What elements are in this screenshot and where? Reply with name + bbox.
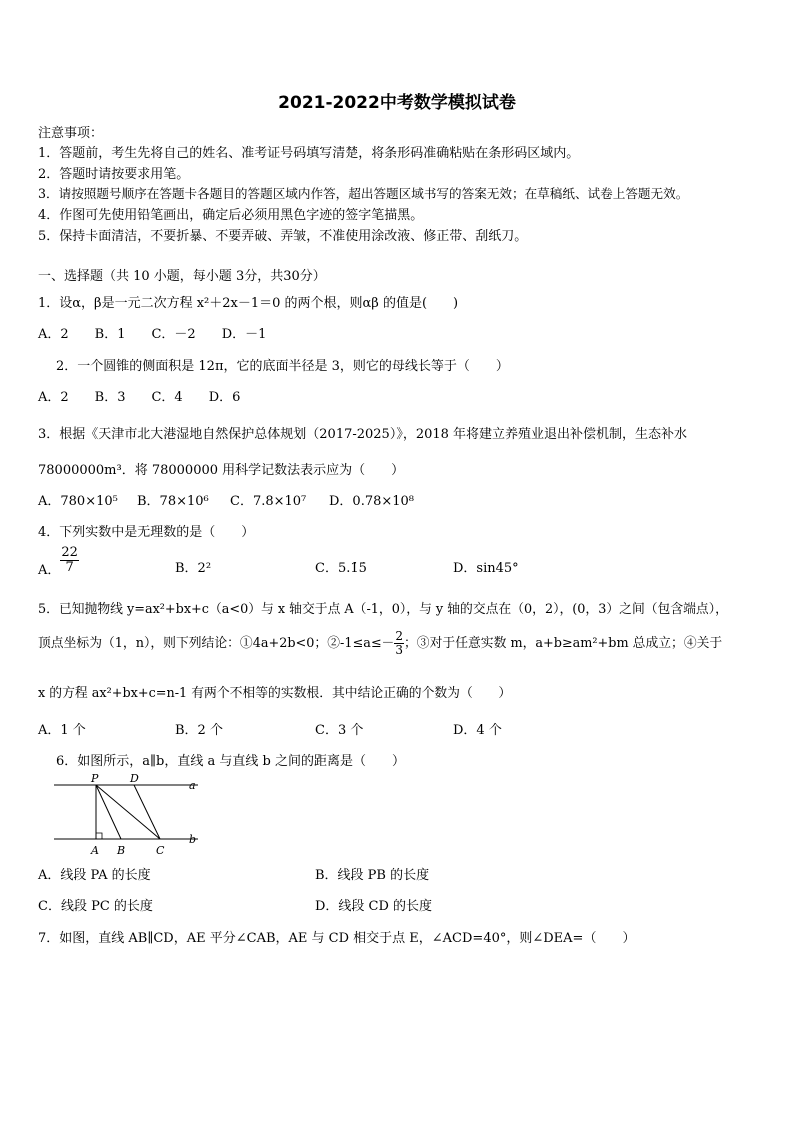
q5-option-a: A．1 个 (38, 723, 86, 738)
q5-fraction-num: 2 (395, 629, 403, 643)
q2-stem: 2．一个圆锥的侧面积是 12π，它的底面半径是 3，则它的母线长等于（ ） (56, 359, 509, 374)
q1-options: A．2 B．1 C．－2 D．－1 (38, 327, 267, 342)
q4-option-a-prefix: A． (38, 563, 61, 579)
q5-line1: 5．已知抛物线 y=ax²+bx+c（a<0）与 x 轴交于点 A（-1，0），与 y 轴的交点在（0，2），(0，3）之间（包含端点）， (38, 602, 728, 617)
q6-option-b: B．线段 PB 的长度 (315, 868, 430, 883)
q5-option-b: B．2 个 (175, 723, 223, 738)
segment-pb (96, 785, 121, 839)
q4-option-a (38, 545, 79, 579)
notice-item-4: 4．作图可先使用铅笔画出，确定后必须用黑色字迹的签字笔描黑。 (38, 208, 424, 223)
label-point-c: C (156, 844, 165, 857)
q4-stem: 4．下列实数中是无理数的是（ ） (38, 525, 255, 540)
q7-stem: 7．如图，直线 AB∥CD，AE 平分∠CAB，AE 与 CD 相交于点 E，∠ACD=40°，则∠DEA=（ ） (38, 931, 636, 946)
notice-item-1: 1．答题前，考生先将自己的姓名、准考证号码填写清楚，将条形码准确粘贴在条形码区域内。 (38, 146, 580, 161)
page-title: 2021-2022中考数学模拟试卷 (278, 93, 516, 113)
q3-option-d: D．0.78×10⁸ (329, 494, 415, 509)
q4-option-d: D．sin45° (453, 561, 519, 576)
q3-line1: 3．根据《天津市北大港湿地自然保护总体规划（2017-2025）》，2018 年将建立养殖业退出补偿机制，生态补水 (38, 427, 688, 442)
notice-item-3: 3．请按照题号顺序在答题卡各题目的答题区域内作答，超出答题区域书写的答案无效；在草稿纸、试卷上答题无效。 (38, 186, 689, 201)
notice-item-5: 5．保持卡面清洁，不要折暴、不要弄破、弄皱，不准使用涂改液、修正带、刮纸刀。 (38, 229, 528, 244)
q3-option-a: A．780×10⁵ (38, 494, 118, 509)
q6-stem: 6．如图所示，a∥b，直线 a 与直线 b 之间的距离是（ ） (56, 754, 405, 769)
notice-item-2: 2．答题时请按要求用笔。 (38, 167, 190, 182)
q6-figure (48, 772, 208, 858)
q4-fraction-den: 7 (65, 560, 74, 576)
q1-stem: 1．设α，β是一元二次方程 x²＋2x－1＝0 的两个根，则αβ 的值是( ) (38, 296, 459, 311)
section-heading: 一、选择题（共 10 小题，每小题 3分，共30分） (38, 269, 326, 284)
label-point-a: A (91, 844, 99, 857)
q4-fraction-num: 22 (61, 545, 78, 560)
label-point-b: B (117, 844, 126, 857)
label-d: D (130, 772, 139, 785)
q5-option-c: C．3 个 (315, 723, 364, 738)
q6-option-d: D．线段 CD 的长度 (315, 899, 433, 914)
notice-heading: 注意事项： (38, 126, 104, 141)
q6-option-a: A．线段 PA 的长度 (38, 868, 151, 883)
q4-option-b: B．2² (175, 561, 212, 576)
q5-line2-part-b: ；③对于任意实数 m，a+b≥am²+bm 总成立；④关于 (404, 636, 723, 652)
q3-option-b: B．78×10⁶ (137, 494, 209, 509)
q4-option-c: C．5.1̇5̇ (315, 561, 367, 576)
segment-dc (134, 785, 160, 839)
q4-fraction (60, 546, 79, 576)
q5-option-d: D．4 个 (453, 723, 502, 738)
segment-pc (96, 785, 160, 839)
q5-fraction (394, 630, 404, 657)
label-p: P (91, 772, 99, 785)
q5-line3: x 的方程 ax²+bx+c=n-1 有两个不相等的实数根．其中结论正确的个数为（ ） (38, 686, 512, 701)
q3-option-c: C．7.8×10⁷ (230, 494, 307, 509)
q6-option-c: C．线段 PC 的长度 (38, 899, 153, 914)
label-a: a (189, 779, 196, 792)
q5-fraction-den: 3 (395, 643, 403, 658)
label-b: b (189, 833, 197, 846)
q5-line2 (38, 630, 722, 657)
right-angle-mark (96, 833, 102, 839)
q2-options: A．2 B．3 C．4 D．6 (38, 390, 241, 405)
q5-line2-part-a: 顶点坐标为（1，n），则下列结论：①4a+2b<0；②-1≤a≤－ (38, 636, 395, 652)
q3-line2: 78000000m³．将 78000000 用科学记数法表示应为（ ） (38, 463, 405, 478)
